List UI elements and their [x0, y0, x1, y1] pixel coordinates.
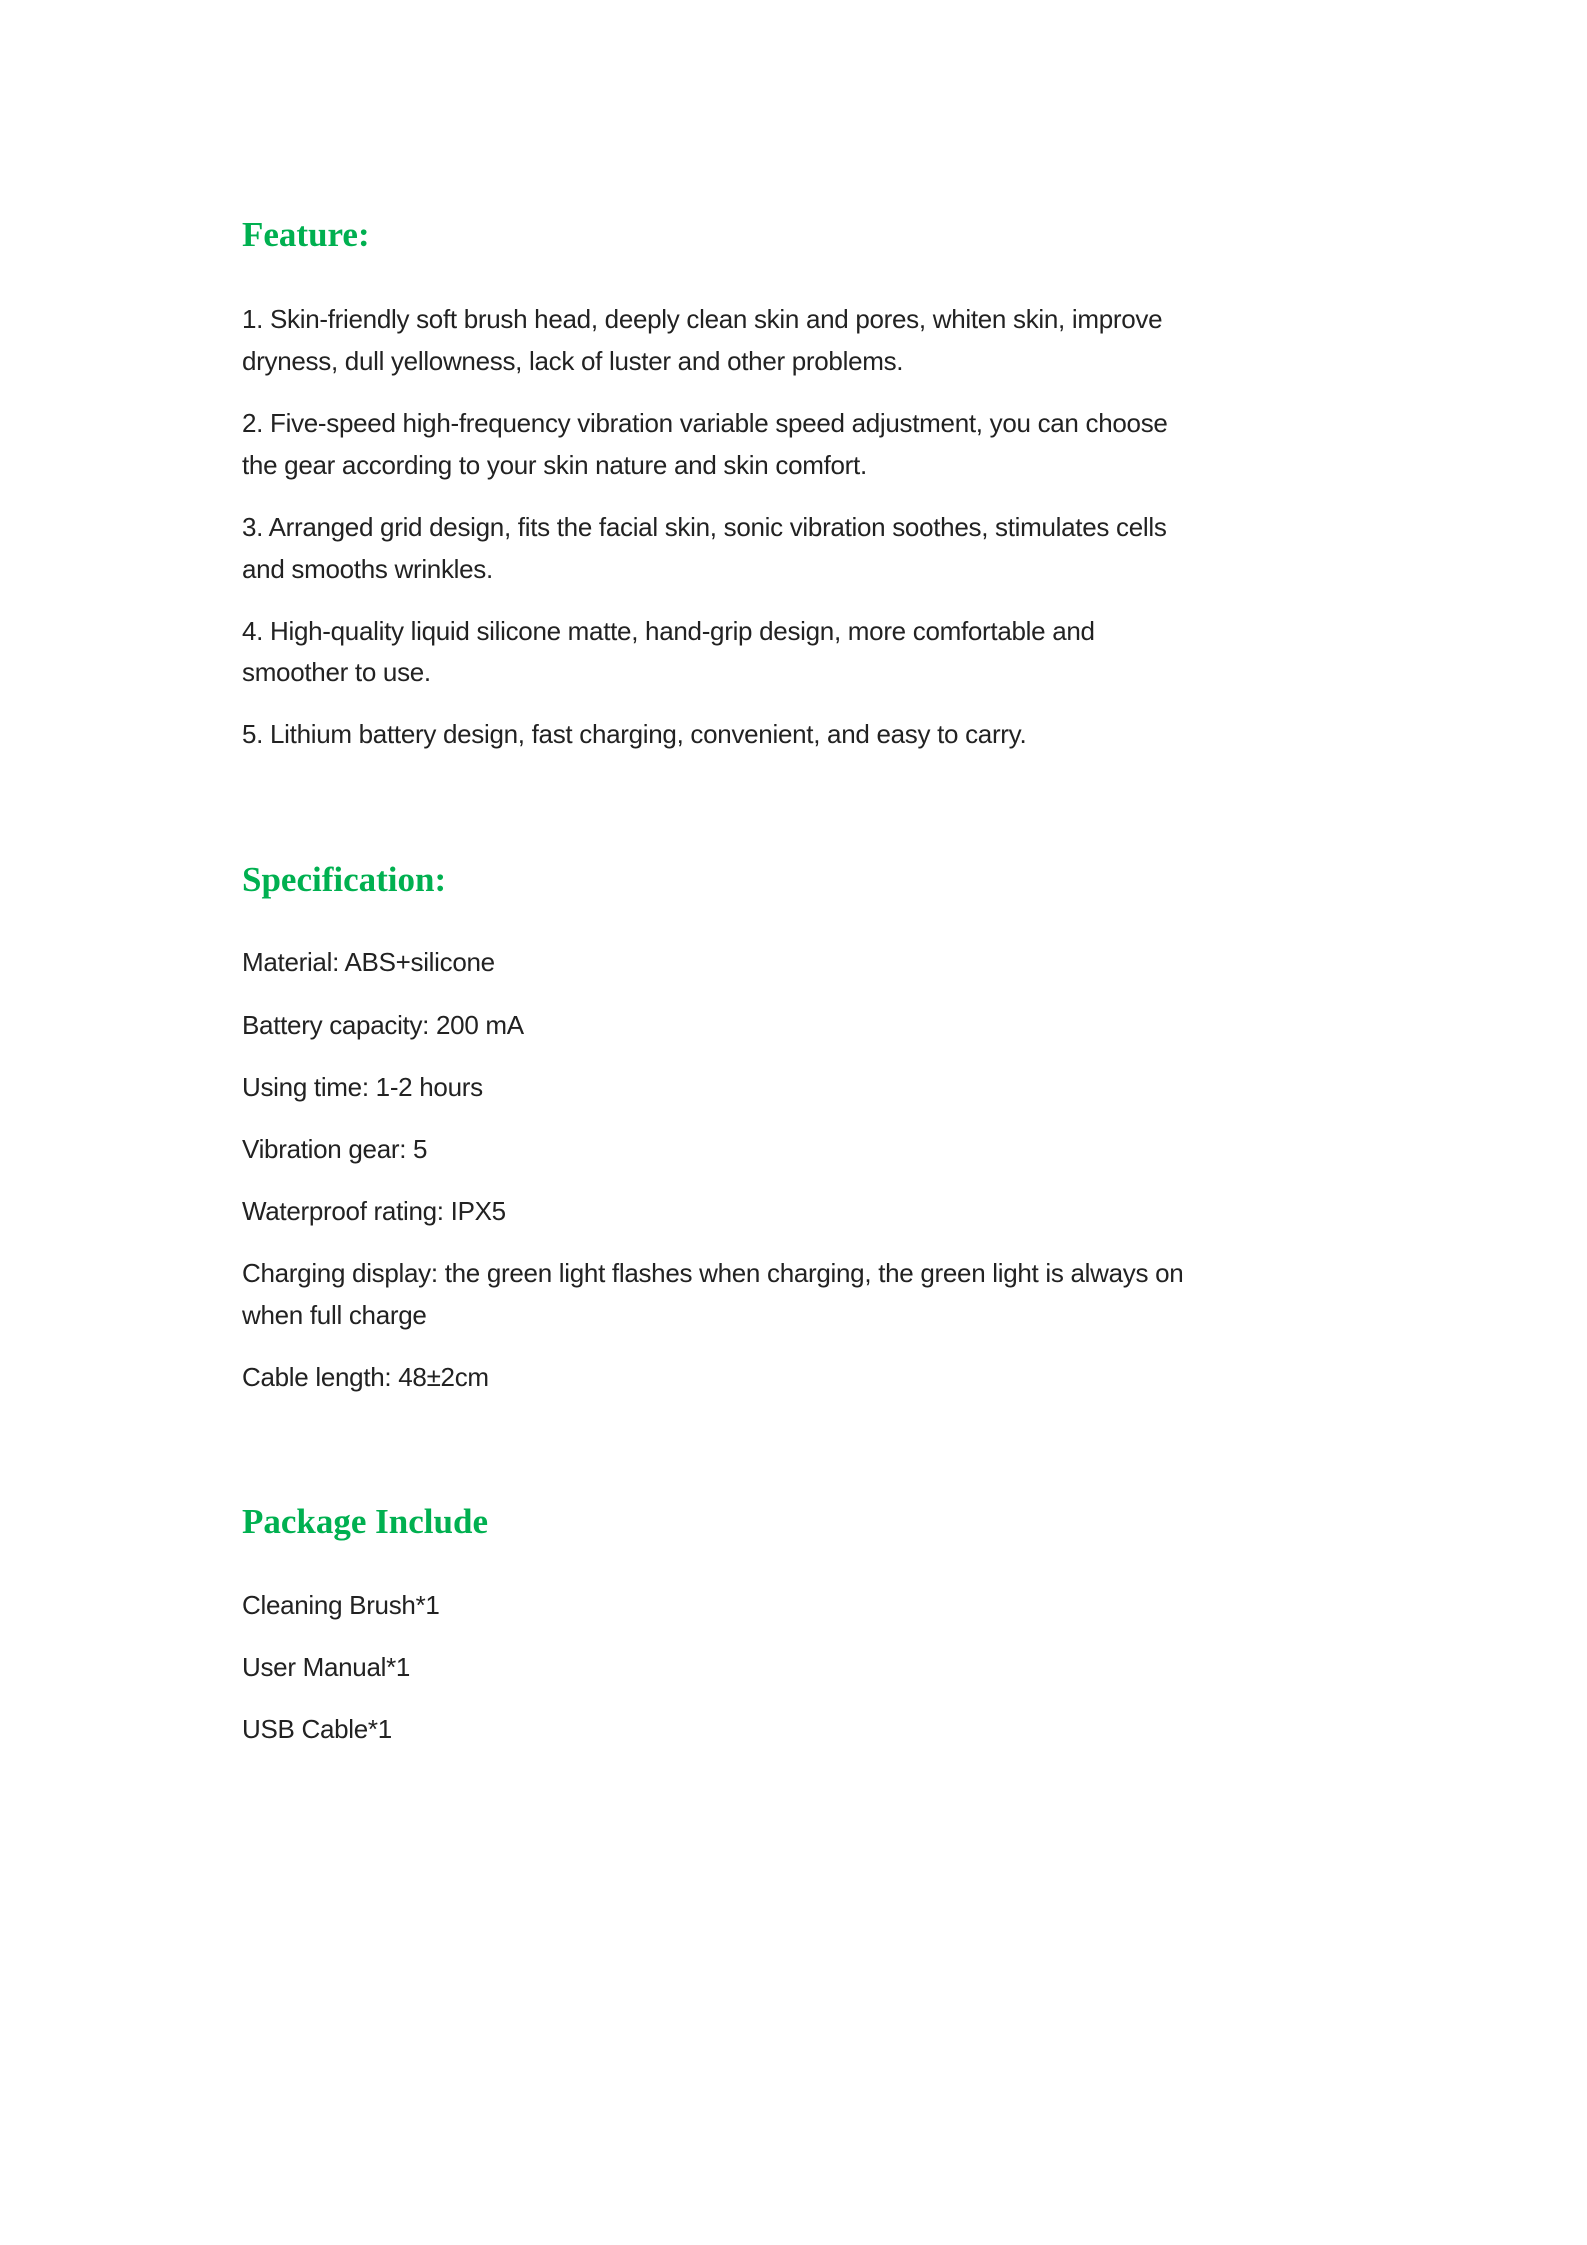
spec-vibration-gear: Vibration gear: 5 [242, 1134, 428, 1164]
feature-line: 1. Skin-friendly soft brush head, deeply clean skin and pores, whiten skin, improve [242, 304, 1163, 334]
feature-line: 3. Arranged grid design, fits the facial skin, sonic vibration soothes, stimulates cells [242, 512, 1167, 542]
spec-line: Charging display: the green light flashes when charging, the green light is always on [242, 1258, 1184, 1288]
package-item: USB Cable*1 [242, 1714, 392, 1744]
spec-line: when full charge [242, 1300, 427, 1330]
feature-line: dryness, dull yellowness, lack of luster and other problems. [242, 346, 904, 376]
feature-line: 5. Lithium battery design, fast charging, convenient, and easy to carry. [242, 719, 1027, 749]
feature-line: and smooths wrinkles. [242, 554, 493, 584]
spec-cable-length: Cable length: 48±2cm [242, 1362, 489, 1392]
package-item: User Manual*1 [242, 1652, 411, 1682]
feature-heading: Feature: [242, 215, 370, 254]
package-heading: Package Include [242, 1502, 488, 1541]
specification-heading: Specification: [242, 860, 447, 899]
spec-battery: Battery capacity: 200 mA [242, 1010, 524, 1040]
feature-line: the gear according to your skin nature and skin comfort. [242, 450, 867, 480]
spec-waterproof: Waterproof rating: IPX5 [242, 1196, 506, 1226]
feature-line: smoother to use. [242, 657, 431, 687]
spec-material: Material: ABS+silicone [242, 947, 495, 977]
feature-line: 4. High-quality liquid silicone matte, hand-grip design, more comfortable and [242, 616, 1095, 646]
spec-using-time: Using time: 1-2 hours [242, 1072, 483, 1102]
feature-line: 2. Five-speed high-frequency vibration variable speed adjustment, you can choose [242, 408, 1168, 438]
package-item: Cleaning Brush*1 [242, 1590, 440, 1620]
